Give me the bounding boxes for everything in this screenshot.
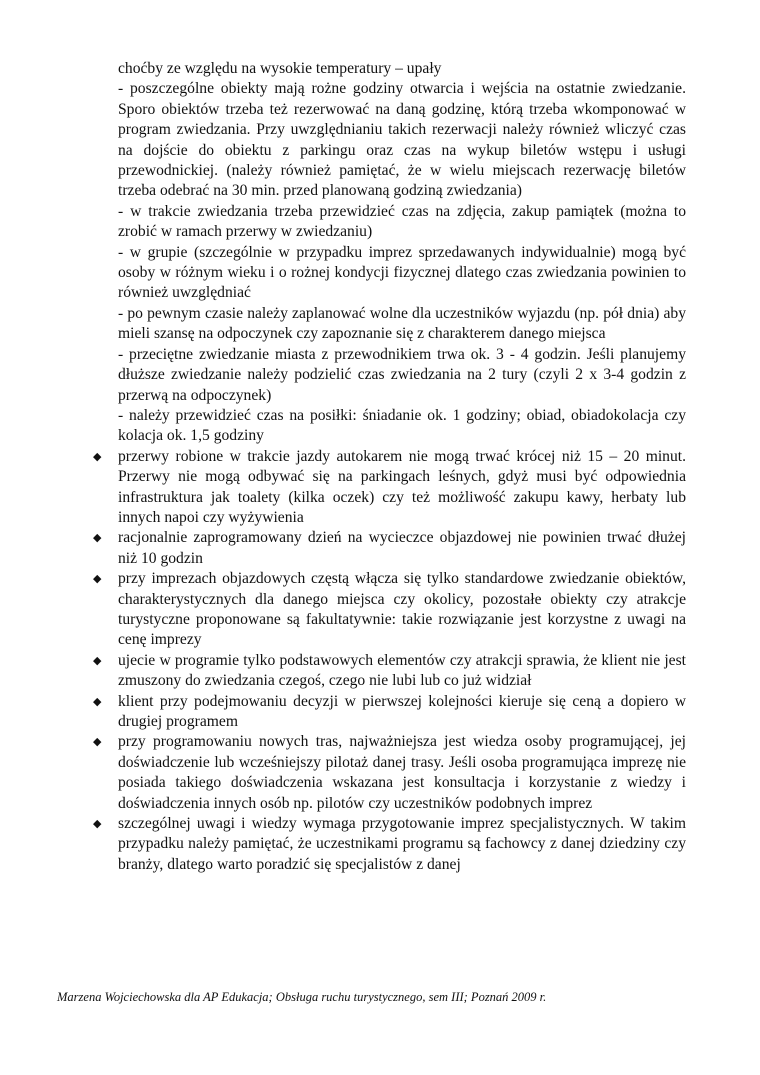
- paragraph-free-time: - po pewnym czasie należy zaplanować wolne dla uczestników wyjazdu (np. pół dnia) aby mieli szansę na odpoczynek czy zapoznanie się z charakterem danego miejsca: [118, 304, 686, 343]
- list-item: [93, 569, 686, 651]
- diamond-bullet-icon: ◆: [93, 735, 102, 749]
- paragraph-photos-souvenirs: - w trakcie zwiedzania trzeba przewidzieć czas na zdjęcia, zakup pamiątek (można to zrobić w ramach przerwy w zwiedzaniu): [118, 202, 686, 241]
- list-item: [93, 447, 686, 529]
- list-item: [93, 651, 686, 692]
- paragraph-city-tour: - przeciętne zwiedzanie miasta z przewodnikiem trwa ok. 3 - 4 godzin. Jeśli planujemy dłuższe zwiedzanie należy podzielić czas zwiedzania na 2 tury (czyli 2 x 3-4 godzin z przerwą na odpoczynek): [118, 345, 686, 404]
- paragraph-continuation: choćby ze względu na wysokie temperatury – upały: [118, 60, 442, 77]
- list-item: [93, 814, 686, 875]
- document-page: [93, 59, 686, 875]
- diamond-bullet-icon: ◆: [93, 572, 102, 586]
- list-item-text: przerwy robione w trakcie jazdy autokarem nie mogą trwać krócej niż 15 – 20 minut. Przerwy nie mogą odbywać się na parkingach leśnych, gdyż musi być odpowiednia infrastruktura jak toalety (kilka oczek) czy też możliwość zakupu kawy, herbaty lub innych napoi czy wyżywienia: [118, 447, 686, 526]
- list-item-text: szczególnej uwagi i wiedzy wymaga przygotowanie imprez specjalistycznych. W takim przypadku należy pamiętać, że uczestnikami programu są fachowcy z danej dziedziny czy branży, dlatego warto poradzić się specjalistów z danej: [118, 815, 686, 873]
- diamond-bullet-icon: ◆: [93, 449, 102, 463]
- paragraph-meals: - należy przewidzieć czas na posiłki: śniadanie ok. 1 godziny; obiad, obiadokolacja czy kolacja ok. 1,5 godziny: [118, 406, 686, 445]
- page-footer: Marzena Wojciechowska dla AP Edukacja; Obsługa ruchu turystycznego, sem III; Poznań 2009 r.: [57, 990, 547, 1004]
- list-item: [93, 732, 686, 814]
- list-item-text: racjonalnie zaprogramowany dzień na wycieczce objazdowej nie powinien trwać dłużej niż 10 godzin: [118, 529, 686, 567]
- diamond-bullet-icon: ◆: [93, 531, 102, 545]
- list-item-text: ujecie w programie tylko podstawowych elementów czy atrakcji sprawia, że klient nie jest zmuszony do zwiedzania czegoś, czego nie lubi lub co już widział: [118, 651, 686, 690]
- paragraph-opening-hours: - poszczególne obiekty mają rożne godziny otwarcia i wejścia na ostatnie zwiedzanie. Sporo obiektów trzeba też rezerwować na daną godzinę, którą trzeba wkomponować w program zwiedzania. Przy uwzględnianiu takich rezerwacji należy również wliczyć czas na dojście do obiektu z parkingu oraz czas na wykup biletów wstępu i usługi przewodnickiej. (należy również pamiętać, że w wielu miejscach rezerwację biletów trzeba odebrać na 30 min. przed planowaną godziną zwiedzania): [118, 80, 686, 200]
- diamond-bullet-icon: ◆: [93, 694, 102, 708]
- list-item: [93, 692, 686, 733]
- list-item-text: przy imprezach objazdowych częstą włącza się tylko standardowe zwiedzanie obiektów, charakterystycznych dla danego miejsca czy okolicy, pozostałe obiekty czy atrakcje turystyczne proponowane są fakultatywnie: takie rozwiązanie jest korzystne z uwagi na cenę imprezy: [118, 570, 686, 649]
- diamond-bullet-icon: ◆: [93, 653, 102, 667]
- list-item-text: przy programowaniu nowych tras, najważniejsza jest wiedza osoby programującej, jej doświadczenie lub wcześniejszy pilotaż danej trasy. Jeśli osoba programująca imprezę nie posiada takiego doświadczenia wskazana jest konsultacja i korzystanie z wiedzy i doświadczenia innych osób np. pilotów czy uczestników podobnych imprez: [118, 733, 686, 812]
- list-item-text: klient przy podejmowaniu decyzji w pierwszej kolejności kieruje się ceną a dopiero w drugiej programem: [118, 692, 686, 730]
- list-item: [93, 528, 686, 569]
- paragraph-group-age: - w grupie (szczególnie w przypadku imprez sprzedawanych indywidualnie) mogą być osoby w różnym wieku i o rożnej kondycji fizycznej dlatego czas zwiedzania powinien to również uwzględniać: [118, 243, 686, 302]
- bullet-list: [93, 447, 686, 876]
- diamond-bullet-icon: ◆: [93, 817, 102, 831]
